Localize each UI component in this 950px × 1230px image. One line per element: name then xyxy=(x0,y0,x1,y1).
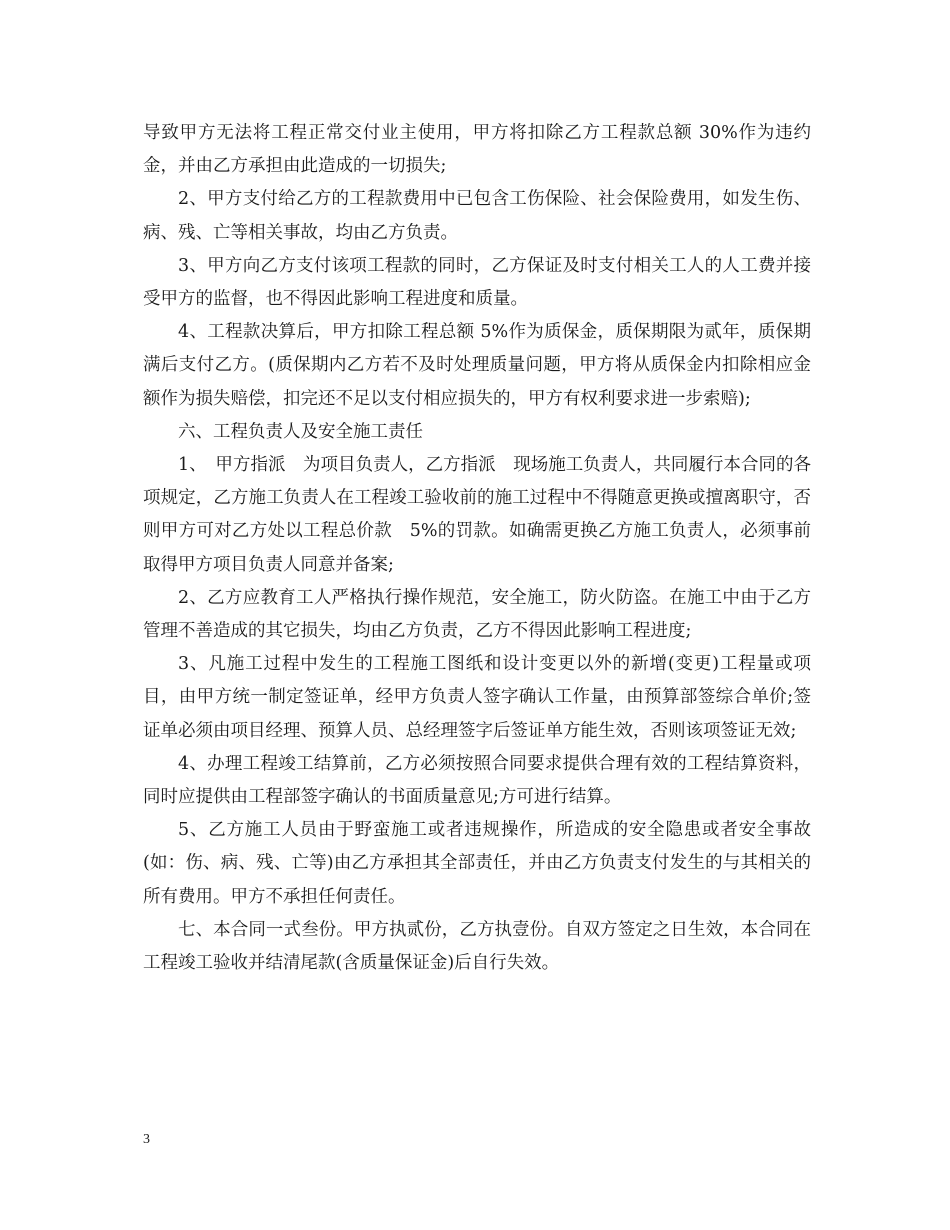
section-heading-6: 六、工程负责人及安全施工责任 xyxy=(178,421,423,442)
paragraph-continuation: 导致甲方无法将工程正常交付业主使用，甲方将扣除乙方工程款总额 30%作为违约金，并由乙方承担由此造成的一切损失; xyxy=(143,123,811,177)
paragraph-section6-clause-5: 5、乙方施工人员由于野蛮施工或者违规操作，所造成的安全隐患或者安全事故(如：伤、病、残、亡等)由乙方承担其全部责任，并由乙方负责支付发生的与其相关的所有费用。甲方不承担任何责任。 xyxy=(143,820,811,907)
paragraph-section6-clause-4: 4、办理工程竣工结算前，乙方必须按照合同要求提供合理有效的工程结算资料，同时应提供由工程部签字确认的书面质量意见;方可进行结算。 xyxy=(143,753,811,808)
paragraph-section6-clause-2: 2、乙方应教育工人严格执行操作规范，安全施工，防火防盗。在施工中由于乙方管理不善造成的其它损失，均由乙方负责，乙方不得因此影响工程进度; xyxy=(143,587,811,642)
paragraph-clause-3: 3、甲方向乙方支付该项工程款的同时，乙方保证及时支付相关工人的人工费并接受甲方的监督，也不得因此影响工程进度和质量。 xyxy=(143,255,811,310)
page-number: 3 xyxy=(143,1132,150,1147)
section-7-paragraph: 七、本合同一式叁份。甲方执贰份，乙方执壹份。自双方签定之日生效，本合同在工程竣工验收并结清尾款(含质量保证金)后自行失效。 xyxy=(143,919,811,974)
paragraph-section6-clause-3: 3、凡施工过程中发生的工程施工图纸和设计变更以外的新增(变更)工程量或项目，由甲方统一制定签证单，经甲方负责人签字确认工作量，由预算部签综合单价;签证单必须由项目经理、预算人员、总经理签字后签证单方能生效，否则该项签证无效; xyxy=(143,654,811,741)
paragraph-clause-4: 4、工程款决算后，甲方扣除工程总额 5%作为质保金，质保期限为贰年，质保期满后支付乙方。(质保期内乙方若不及时处理质量问题，甲方将从质保金内扣除相应金额作为损失赔偿，扣完还不足以支付相应损失的，甲方有权利要求进一步索赔); xyxy=(143,322,811,409)
paragraph-clause-2: 2、甲方支付给乙方的工程款费用中已包含工伤保险、社会保险费用，如发生伤、病、残、亡等相关事故，均由乙方负责。 xyxy=(143,189,811,243)
paragraph-section6-clause-1: 1、 甲方指派 为项目负责人，乙方指派 现场施工负责人，共同履行本合同的各项规定，乙方施工负责人在工程竣工验收前的施工过程中不得随意更换或擅离职守，否则甲方可对乙方处以工程总价款 5%的罚款。如确需更换乙方施工负责人，必须事前取得甲方项目负责人同意并备案; xyxy=(143,455,811,575)
document-body xyxy=(143,117,811,980)
